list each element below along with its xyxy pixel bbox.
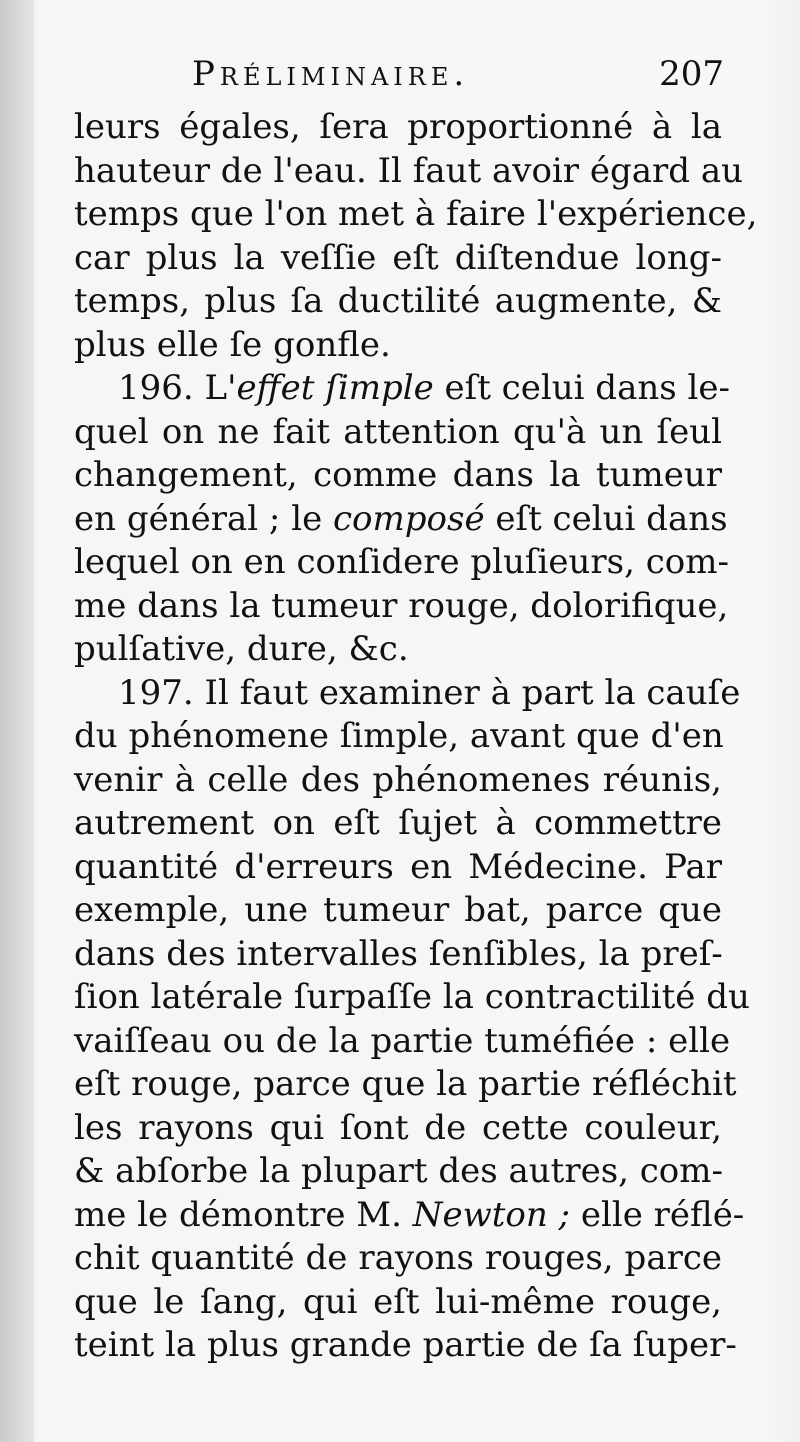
text-run: elle réflé- [570,1194,745,1235]
page-gutter-shadow [0,0,34,1442]
text-line: & abſorbe la plupart des autres, com- [74,1151,724,1191]
text-line: teint la plus grande partie de ſa ſuper- [74,1325,737,1365]
text-line: chit quantité de rayons rouges, parce [74,1238,722,1278]
text-line: ſion latérale ſurpaſſe la contractilité du [74,977,750,1017]
text-line: temps que l'on met à faire l'expérience, [74,194,758,234]
text-run: en général ; le [74,498,334,539]
text-line: lequel on en conſidere pluſieurs, com- [74,542,729,582]
page-number: 207 [659,54,724,94]
text-line: changement, comme dans la tumeur [74,455,722,495]
text-line: quantité d'erreurs en Médecine. Par [74,846,722,887]
text-line: dans des intervalles ſenſibles, la preſ- [74,933,723,974]
italic-term-effet-simple: effet ſimple [236,368,434,408]
text-line: venir à celle des phénomenes réunis, [74,759,722,800]
italic-name-newton: Newton ; [412,1194,571,1235]
text-line: les rayons qui ſont de cette couleur, [74,1107,722,1148]
text-line: hauteur de l'eau. Il faut avoir égard au [74,150,743,191]
text-line: du phénomene ſimple, avant que d'en [74,716,724,756]
text-line: plus elle ſe gonfle. [74,324,391,365]
italic-term-compose: composé [333,498,485,539]
text-line: quel on ne fait attention qu'à un ſeul [74,411,722,452]
page-header [192,54,724,110]
text-line: temps, plus ſa ductilité augmente, & [74,281,722,321]
body-text [74,106,758,1368]
text-line: exemple, une tumeur bat, parce que [74,890,722,930]
paragraph-197-start: 197. Il faut examiner à part la cauſe [118,672,741,713]
text-line-newton [74,1194,745,1238]
text-line: autrement on eſt ſujet à commettre [74,803,722,843]
running-title: Préliminaire. [192,54,470,94]
text-run: me le démontre M. [74,1194,413,1235]
text-line: pulſative, dure, &c. [74,629,409,669]
text-run: eſt celui dans le- [433,368,730,408]
paragraph-196-start [74,367,730,411]
text-line: me dans la tumeur rouge, dolorifique, [74,585,729,626]
text-line: leurs égales, ſera proportionné à la [74,107,722,147]
text-run: eſt celui dans [484,498,728,539]
text-run: 196. L' [118,368,237,408]
text-line: eſt rouge, parce que la partie réfléchit [74,1064,737,1104]
text-line: car plus la veſſie eſt diſtendue long- [74,237,722,278]
text-line: vaiſſeau ou de la partie tuméfiée : elle [74,1020,731,1061]
text-line-compose [74,498,728,542]
text-line: que le ſang, qui eſt lui-même rouge, [74,1281,722,1322]
